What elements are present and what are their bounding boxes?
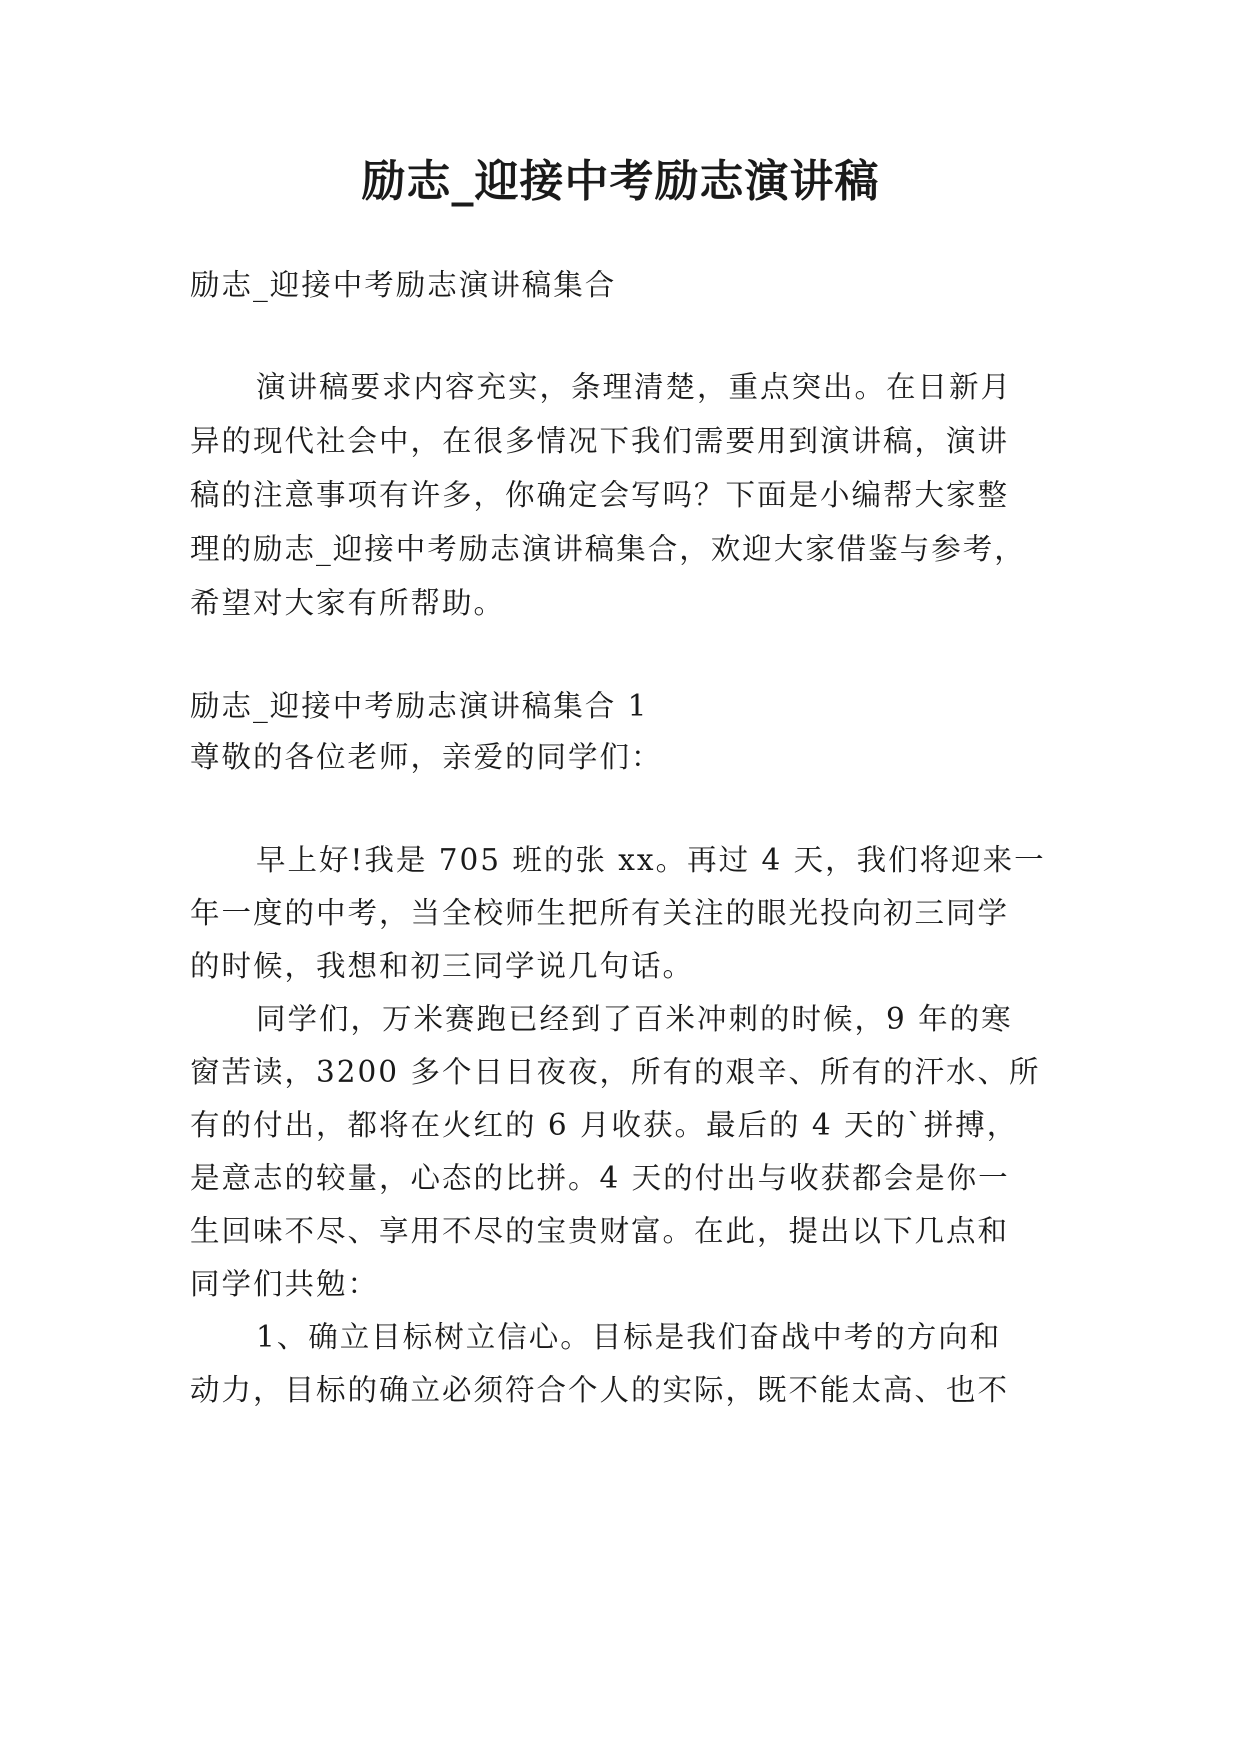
intro-line-1: 演讲稿要求内容充实，条理清楚，重点突出。在日新月	[256, 370, 1013, 404]
document-title: 励志_迎接中考励志演讲稿	[361, 156, 880, 207]
speech-p2-line-2: 窗苦读，3200 多个日日夜夜，所有的艰辛、所有的汗水、所	[190, 1055, 1041, 1089]
speech-p1-line-1: 早上好!我是 705 班的张 xx。再过 4 天，我们将迎来一	[256, 843, 1046, 877]
salutation: 尊敬的各位老师，亲爱的同学们：	[190, 740, 663, 774]
intro-line-2: 异的现代社会中，在很多情况下我们需要用到演讲稿，演讲	[190, 424, 1010, 458]
speech-p2-line-4: 是意志的较量，心态的比拼。4 天的付出与收获都会是你一	[190, 1161, 1010, 1195]
intro-line-3: 稿的注意事项有许多，你确定会写吗？下面是小编帮大家整	[190, 478, 1010, 512]
speech-p1-line-2: 年一度的中考，当全校师生把所有关注的眼光投向初三同学	[190, 896, 1010, 930]
speech-p2-line-6: 同学们共勉：	[190, 1267, 380, 1301]
section-heading-1: 励志_迎接中考励志演讲稿集合 1	[190, 689, 649, 723]
speech-p1-line-3: 的时候，我想和初三同学说几句话。	[190, 949, 695, 983]
speech-p2-line-1: 同学们，万米赛跑已经到了百米冲刺的时候，9 年的寒	[256, 1002, 1013, 1036]
intro-line-5: 希望对大家有所帮助。	[190, 586, 506, 620]
intro-line-4: 理的励志_迎接中考励志演讲稿集合，欢迎大家借鉴与参考，	[190, 532, 1026, 566]
speech-p3-line-2: 动力，目标的确立必须符合个人的实际，既不能太高、也不	[190, 1373, 1010, 1407]
speech-p2-line-5: 生回味不尽、享用不尽的宝贵财富。在此，提出以下几点和	[190, 1214, 1010, 1248]
speech-p2-line-3: 有的付出，都将在火红的 6 月收获。最后的 4 天的`拼搏，	[190, 1108, 1019, 1142]
collection-heading: 励志_迎接中考励志演讲稿集合	[190, 268, 617, 302]
speech-p3-line-1: 1、确立目标树立信心。目标是我们奋战中考的方向和	[256, 1320, 1002, 1354]
